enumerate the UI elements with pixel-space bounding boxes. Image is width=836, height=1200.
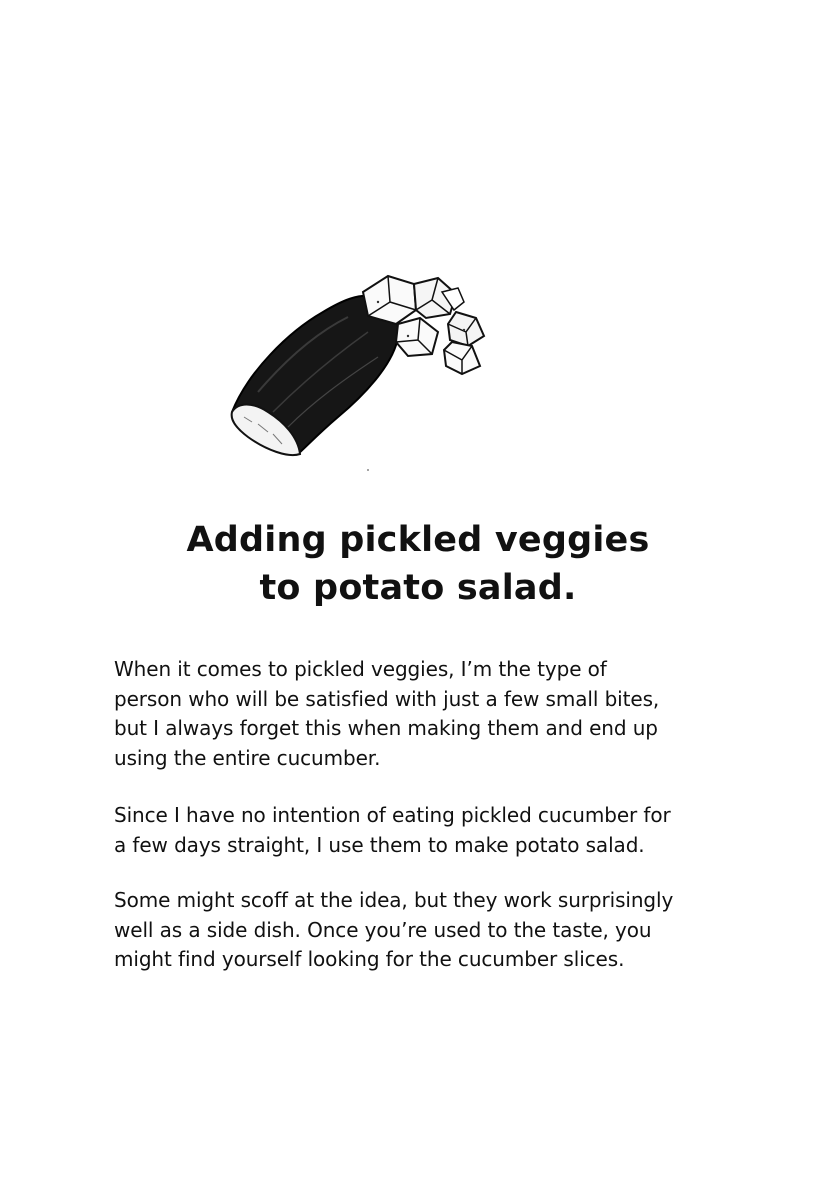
paragraph-line: might find yourself looking for the cucumber slices.	[114, 947, 625, 971]
pickled-cucumber-and-potato-cubes-icon	[218, 262, 508, 482]
paragraph-line: person who will be satisfied with just a few small bites,	[114, 686, 660, 711]
paragraph-line: using the entire cucumber.	[114, 745, 381, 770]
paragraph-2	[114, 801, 754, 860]
paragraph-line: Since I have no intention of eating pickled cucumber for	[114, 803, 671, 827]
paragraph-1	[114, 655, 754, 773]
paragraph-3	[114, 886, 754, 975]
page-title-line-1: Adding pickled veggies	[186, 520, 650, 560]
paragraph-line: well as a side dish. Once you’re used to the taste, you	[114, 917, 652, 942]
article-body	[114, 655, 754, 1003]
paragraph-line: but I always forget this when making them and end up	[114, 716, 658, 740]
paragraph-line: a few days straight, I use them to make potato salad.	[114, 832, 645, 857]
page-title-line-2: to potato salad.	[259, 568, 577, 608]
paragraph-line: When it comes to pickled veggies, I’m the type of	[114, 657, 607, 681]
page-title	[0, 516, 836, 612]
paragraph-line: Some might scoff at the idea, but they work surprisingly	[114, 888, 674, 912]
